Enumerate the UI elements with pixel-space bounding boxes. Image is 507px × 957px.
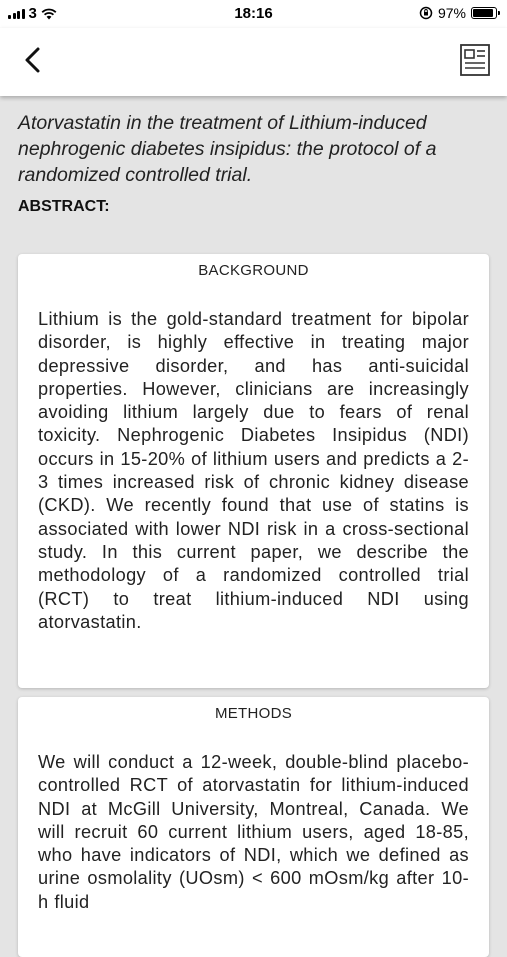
carrier-label: 3 (28, 5, 37, 22)
orientation-lock-icon (419, 6, 433, 20)
article-content[interactable] (0, 96, 507, 912)
section-card-methods (18, 697, 489, 957)
battery-percent: 97% (437, 5, 466, 21)
chevron-left-icon (18, 42, 54, 78)
status-bar (0, 0, 507, 28)
battery-icon (471, 7, 497, 19)
section-card-background (18, 254, 489, 688)
nav-bar (0, 28, 507, 96)
section-heading: BACKGROUND (198, 262, 309, 279)
article-title: Atorvastatin in the treatment of Lithium-induced nephrogenic diabetes insipidus: the protocol of a randomized controlled trial. (18, 112, 437, 186)
section-text: Lithium is the gold-standard treatment for bipolar disorder, is highly effective in treating major depressive disorder, and has anti-suicidal properties. However, clinicians are increasingly avoiding lithium largely due to fears of renal toxicity. Nephrogenic Diabetes Insipidus (NDI) occurs in 15-20% of lithium users and predicts a 2-3 times increased risk of chronic kidney disease (CKD). We recently found that use of statins is associated with lower NDI risk in a cross-sectional study. In this current paper, we describe the methodology of a randomized controlled trial (RCT) to treat lithium-induced NDI using atorvastatin. (38, 309, 469, 632)
reader-layout-button[interactable] (457, 42, 493, 78)
abstract-label: ABSTRACT: (18, 198, 110, 215)
section-text: We will conduct a 12-week, double-blind placebo-controlled RCT of atorvastatin for lithium-induced NDI at McGill University, Montreal, Canada. We will recruit 60 current lithium users, aged 18-85, who have indicators of NDI, which we defined as urine osmolality (UOsm) < 600 mOsm/kg after 10-h fluid (38, 752, 469, 912)
battery-indicator (419, 5, 497, 21)
section-heading: METHODS (214, 705, 293, 722)
reader-layout-icon (457, 42, 493, 78)
status-time: 18:16 (234, 5, 273, 22)
back-button[interactable] (18, 42, 54, 78)
